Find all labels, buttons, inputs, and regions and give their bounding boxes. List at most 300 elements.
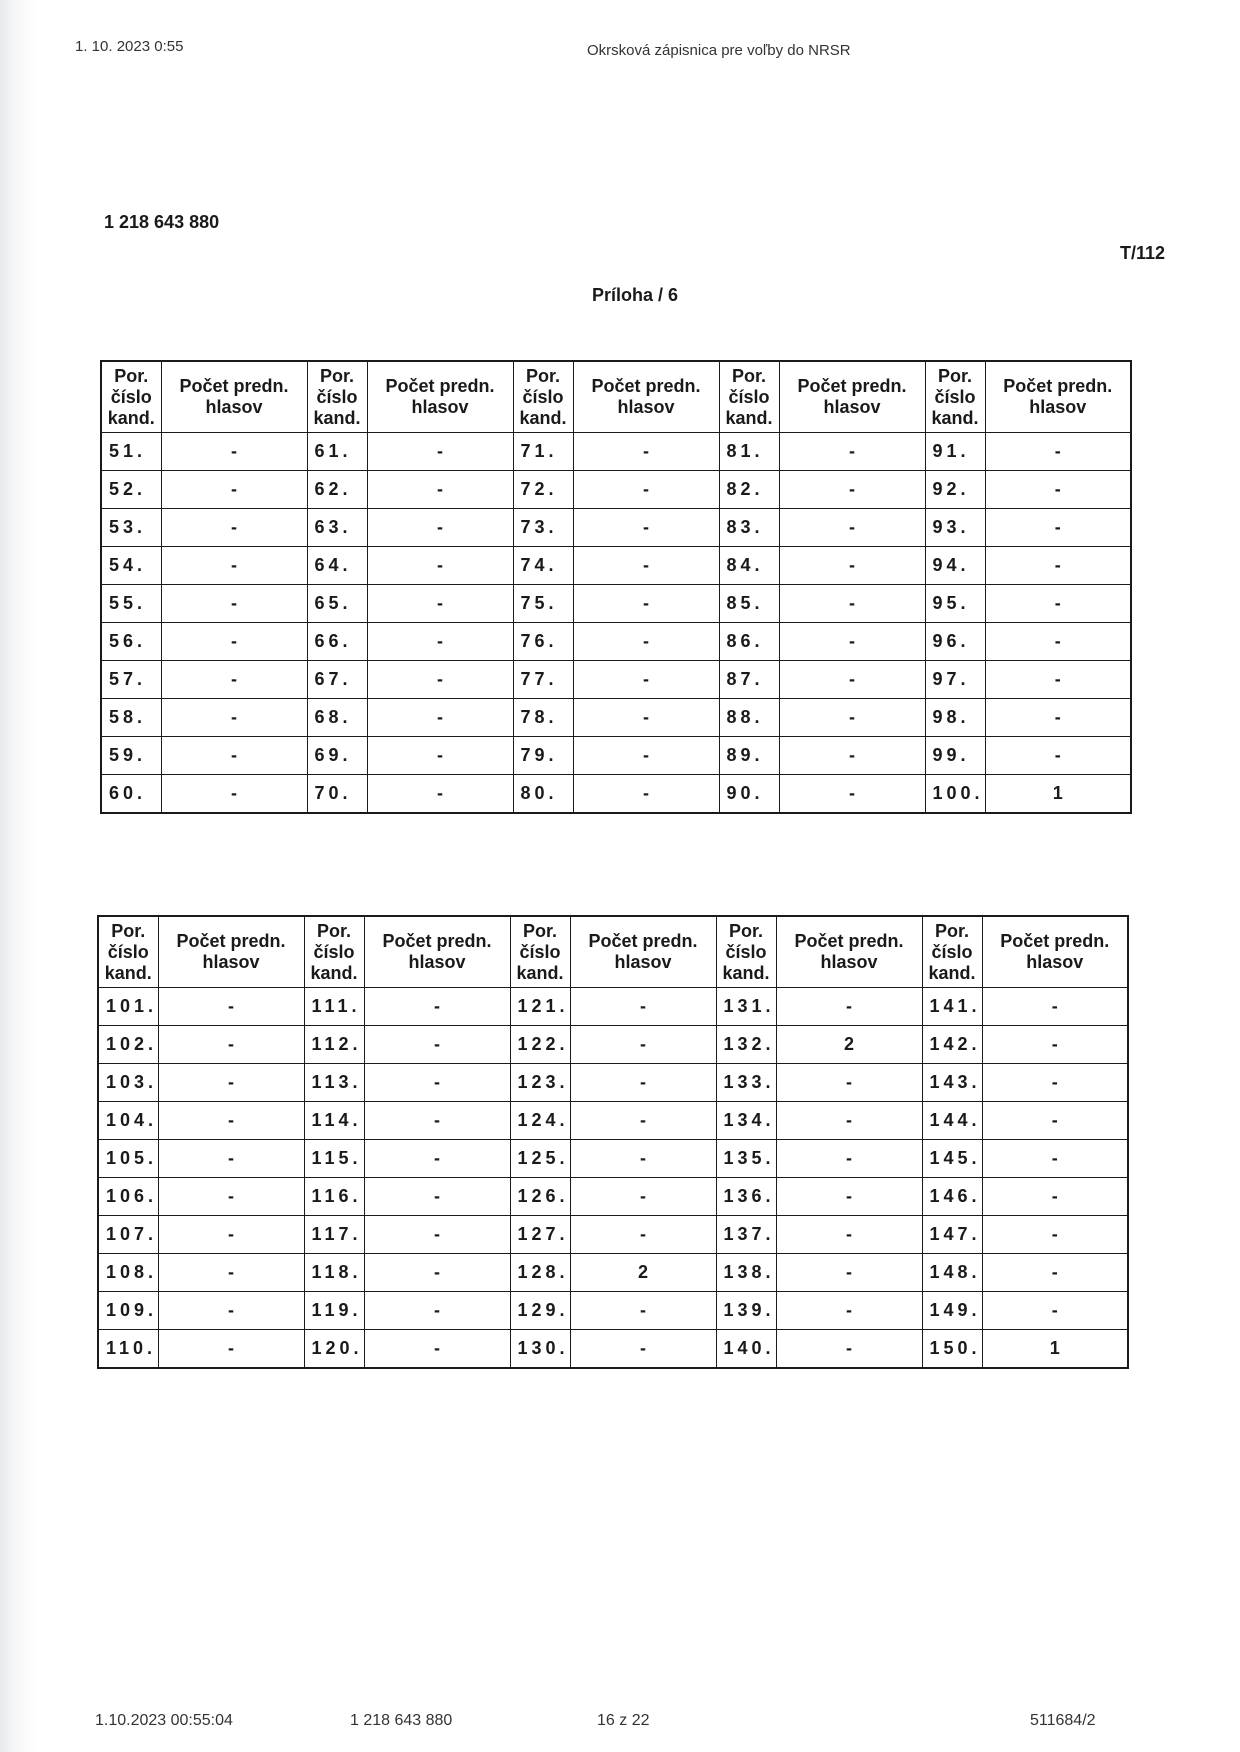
candidate-number-cell: 64. [307,547,367,585]
candidate-number-cell: 107. [98,1216,158,1254]
candidate-number-cell: 124. [510,1102,570,1140]
candidate-number-cell: 61. [307,433,367,471]
header-row [101,361,1131,433]
preferential-votes-cell: - [779,433,925,471]
header-line: Por. [728,920,763,941]
preferential-votes-cell: - [573,699,719,737]
preferential-votes-cell: - [158,988,304,1026]
header-line: číslo [519,941,561,962]
header-preferential-votes [367,361,513,433]
preferential-votes-cell: - [573,737,719,775]
form-code: T/112 [1120,243,1166,263]
candidate-number-cell: 103. [98,1064,158,1102]
candidate-number-cell: 82. [719,471,779,509]
candidate-number-cell: 125. [510,1140,570,1178]
preferential-votes-cell: - [779,547,925,585]
header-line: kand. [931,407,979,428]
table-row [101,699,1131,737]
preferential-votes-cell: - [982,1102,1128,1140]
preferential-votes-cell: 2 [776,1026,922,1064]
table-row [101,661,1131,699]
candidate-number-cell: 94. [925,547,985,585]
preferential-votes-cell: - [161,775,307,814]
candidate-number-cell: 71. [513,433,573,471]
candidate-number-cell: 98. [925,699,985,737]
preferential-votes-cell: - [161,433,307,471]
candidate-number-cell: 60. [101,775,161,814]
preferential-votes-cell: - [573,547,719,585]
preferential-votes-cell: - [570,1292,716,1330]
candidate-number-cell: 88. [719,699,779,737]
header-line: hlasov [205,397,263,417]
preferential-votes-cell: - [982,1216,1128,1254]
preferential-votes-cell: - [367,585,513,623]
header-row [98,916,1128,988]
candidate-number-cell: 84. [719,547,779,585]
candidate-number-cell: 132. [716,1026,776,1064]
header-line: číslo [725,941,767,962]
header-candidate-number [98,916,158,988]
preferential-votes-cell: - [158,1330,304,1369]
table-row [101,433,1131,471]
candidate-number-cell: 56. [101,623,161,661]
candidate-number-cell: 62. [307,471,367,509]
preferential-votes-cell: - [779,471,925,509]
header-preferential-votes [570,916,716,988]
preferential-votes-cell: - [161,585,307,623]
preferential-votes-cell: - [161,623,307,661]
appendix-label: Príloha / 6 [592,285,679,305]
candidate-number-cell: 79. [513,737,573,775]
candidate-number-cell: 93. [925,509,985,547]
preferential-votes-cell: - [158,1254,304,1292]
header-line: kand. [313,407,361,428]
preferential-votes-cell: - [573,433,719,471]
preferential-votes-cell: - [367,433,513,471]
header-line: kand. [516,962,564,983]
candidate-number-cell: 146. [922,1178,982,1216]
header-line: hlasov [411,397,469,417]
print-datetime: 1. 10. 2023 0:55 [75,38,184,55]
candidate-number-cell: 147. [922,1216,982,1254]
table-row [98,1216,1128,1254]
header-line: hlasov [823,397,881,417]
preferential-votes-cell: - [776,1178,922,1216]
preferential-votes-cell: - [985,699,1131,737]
candidate-number-cell: 116. [304,1178,364,1216]
header-line: Počet predn. [1003,376,1113,396]
preferential-votes-cell: - [982,1064,1128,1102]
preferential-votes-cell: - [776,1330,922,1369]
preferential-votes-cell: - [776,1216,922,1254]
candidate-number-cell: 109. [98,1292,158,1330]
header-candidate-number [510,916,570,988]
preferential-votes-cell: - [779,775,925,814]
header-line: Por. [525,365,560,386]
candidate-number-cell: 58. [101,699,161,737]
candidate-number-cell: 129. [510,1292,570,1330]
header-line: číslo [110,386,152,407]
header-line: Por. [731,365,766,386]
header-line: hlasov [408,952,466,972]
header-line: číslo [522,386,564,407]
preferential-votes-cell: - [364,988,510,1026]
table-row [98,1064,1128,1102]
preferential-votes-cell: - [776,1064,922,1102]
preferential-votes-cell: - [985,471,1131,509]
header-preferential-votes [779,361,925,433]
header-line: kand. [107,407,155,428]
header-preferential-votes [985,361,1131,433]
table-row [98,1026,1128,1064]
preferential-votes-cell: - [158,1216,304,1254]
candidate-number-cell: 148. [922,1254,982,1292]
candidate-number-cell: 105. [98,1140,158,1178]
preferential-votes-cell: - [573,661,719,699]
candidate-number-cell: 57. [101,661,161,699]
preferential-votes-cell: - [158,1102,304,1140]
preferential-votes-cell: - [161,547,307,585]
candidate-number-cell: 54. [101,547,161,585]
header-line: Por. [934,920,969,941]
preferential-votes-cell: 2 [570,1254,716,1292]
footer-timestamp: 1.10.2023 00:55:04 [95,1712,233,1729]
preferential-votes-cell: - [367,775,513,814]
header-line: Počet predn. [794,931,904,951]
header-candidate-number [307,361,367,433]
preferential-votes-cell: - [982,1140,1128,1178]
preferential-votes-cell: - [367,661,513,699]
preferential-votes-cell: - [570,1102,716,1140]
header-candidate-number [716,916,776,988]
scan-edge-shadow [0,0,38,1752]
header-line: hlasov [1026,952,1084,972]
table-row [101,471,1131,509]
candidate-number-cell: 111. [304,988,364,1026]
candidate-number-cell: 122. [510,1026,570,1064]
preferential-votes-cell: - [982,988,1128,1026]
table-row [98,1330,1128,1369]
header-preferential-votes [158,916,304,988]
candidate-number-cell: 113. [304,1064,364,1102]
preferential-votes-cell: - [570,1330,716,1369]
candidate-number-cell: 127. [510,1216,570,1254]
preferential-votes-cell: - [573,623,719,661]
preferential-votes-cell: - [364,1292,510,1330]
candidate-number-cell: 106. [98,1178,158,1216]
candidate-number-cell: 119. [304,1292,364,1330]
header-line: kand. [310,962,358,983]
candidate-number-cell: 136. [716,1178,776,1216]
footer-code: 511684/2 [1030,1712,1096,1729]
candidate-number-cell: 69. [307,737,367,775]
candidate-number-cell: 83. [719,509,779,547]
preferential-votes-cell: - [364,1064,510,1102]
preferential-votes-cell: - [367,737,513,775]
candidate-number-cell: 134. [716,1102,776,1140]
header-line: hlasov [1029,397,1087,417]
header-line: Počet predn. [591,376,701,396]
preferential-votes-cell: - [570,988,716,1026]
header-line: kand. [519,407,567,428]
candidate-number-cell: 72. [513,471,573,509]
header-line: hlasov [820,952,878,972]
preferential-votes-cell: - [985,509,1131,547]
candidate-number-cell: 145. [922,1140,982,1178]
header-candidate-number [304,916,364,988]
candidate-number-cell: 115. [304,1140,364,1178]
preferential-votes-cell: - [985,661,1131,699]
table-row [101,775,1131,814]
candidate-number-cell: 67. [307,661,367,699]
preferential-votes-cell: - [982,1178,1128,1216]
preferential-votes-cell: - [570,1026,716,1064]
header-line: Por. [111,920,146,941]
preferential-votes-cell: - [570,1216,716,1254]
table-row [98,1292,1128,1330]
preferential-votes-cell: - [982,1026,1128,1064]
candidate-number-cell: 89. [719,737,779,775]
candidate-number-cell: 92. [925,471,985,509]
preferential-votes-cell: - [573,585,719,623]
preferential-votes-cell: - [776,1102,922,1140]
candidate-number-cell: 135. [716,1140,776,1178]
candidate-number-cell: 112. [304,1026,364,1064]
header-line: Por. [316,920,351,941]
header-line: Počet predn. [1000,931,1110,951]
preferential-votes-cell: - [364,1102,510,1140]
header-line: číslo [728,386,770,407]
footer-document-id: 1 218 643 880 [350,1712,453,1729]
candidate-number-cell: 133. [716,1064,776,1102]
candidate-number-cell: 99. [925,737,985,775]
candidate-number-cell: 73. [513,509,573,547]
preferential-votes-cell: - [367,623,513,661]
table-row [98,988,1128,1026]
header-line: Počet predn. [382,931,492,951]
candidate-number-cell: 143. [922,1064,982,1102]
preferential-votes-cell: - [573,509,719,547]
table-row [98,1254,1128,1292]
preferential-votes-cell: - [985,585,1131,623]
preferential-votes-cell: - [158,1292,304,1330]
document-title: Okrsková zápisnica pre voľby do NRSR [587,42,851,59]
preferential-votes-cell: - [982,1254,1128,1292]
preferential-votes-cell: - [776,1140,922,1178]
preferential-votes-cell: - [364,1330,510,1369]
candidate-number-cell: 118. [304,1254,364,1292]
candidate-number-cell: 59. [101,737,161,775]
preferential-votes-cell: - [779,661,925,699]
candidate-number-cell: 123. [510,1064,570,1102]
candidate-number-cell: 128. [510,1254,570,1292]
preferential-votes-cell: - [985,547,1131,585]
header-line: kand. [725,407,773,428]
header-line: kand. [104,962,152,983]
candidate-number-cell: 96. [925,623,985,661]
preferential-votes-cell: - [364,1026,510,1064]
header-line: číslo [934,386,976,407]
header-candidate-number [513,361,573,433]
preferential-votes-cell: - [982,1292,1128,1330]
header-line: Počet predn. [176,931,286,951]
preferential-votes-cell: - [158,1064,304,1102]
preferential-votes-cell: - [161,509,307,547]
candidate-number-cell: 66. [307,623,367,661]
header-candidate-number [719,361,779,433]
preferential-votes-cell: - [364,1178,510,1216]
preferential-votes-cell: 1 [985,775,1131,814]
candidate-number-cell: 101. [98,988,158,1026]
candidate-number-cell: 114. [304,1102,364,1140]
candidate-number-cell: 51. [101,433,161,471]
candidate-number-cell: 85. [719,585,779,623]
candidate-number-cell: 68. [307,699,367,737]
header-line: Por. [319,365,354,386]
header-preferential-votes [364,916,510,988]
header-candidate-number [922,916,982,988]
preferential-votes-cell: - [985,623,1131,661]
candidate-number-cell: 117. [304,1216,364,1254]
preferential-votes-cell: - [158,1140,304,1178]
preferential-votes-cell: - [573,471,719,509]
candidate-number-cell: 104. [98,1102,158,1140]
header-line: Počet predn. [588,931,698,951]
candidate-number-cell: 55. [101,585,161,623]
candidate-number-cell: 91. [925,433,985,471]
candidate-number-cell: 77. [513,661,573,699]
preferential-votes-cell: - [161,737,307,775]
preferential-votes-cell: - [779,623,925,661]
candidate-number-cell: 110. [98,1330,158,1369]
candidate-number-cell: 108. [98,1254,158,1292]
header-line: Počet predn. [797,376,907,396]
header-line: Por. [114,365,149,386]
candidate-number-cell: 102. [98,1026,158,1064]
header-line: kand. [722,962,770,983]
header-line: Počet predn. [385,376,495,396]
candidate-number-cell: 120. [304,1330,364,1369]
preferential-votes-cell: - [367,547,513,585]
preferential-votes-cell: - [158,1178,304,1216]
candidate-number-cell: 52. [101,471,161,509]
candidate-number-cell: 95. [925,585,985,623]
header-line: hlasov [617,397,675,417]
preferential-votes-cell: - [779,737,925,775]
preferential-votes-cell: - [779,699,925,737]
candidate-number-cell: 87. [719,661,779,699]
candidate-number-cell: 126. [510,1178,570,1216]
table-row [101,509,1131,547]
preferential-votes-cell: - [161,699,307,737]
candidate-number-cell: 90. [719,775,779,814]
candidate-number-cell: 97. [925,661,985,699]
preferential-votes-cell: - [776,1254,922,1292]
header-line: Por. [937,365,972,386]
candidate-number-cell: 144. [922,1102,982,1140]
preferential-votes-table [100,360,1132,814]
candidate-number-cell: 65. [307,585,367,623]
header-line: číslo [316,386,358,407]
candidate-number-cell: 78. [513,699,573,737]
header-line: Por. [522,920,557,941]
candidate-number-cell: 80. [513,775,573,814]
candidate-number-cell: 138. [716,1254,776,1292]
preferential-votes-cell: 1 [982,1330,1128,1369]
preferential-votes-cell: - [779,585,925,623]
preferential-votes-cell: - [161,661,307,699]
candidate-number-cell: 70. [307,775,367,814]
candidate-number-cell: 139. [716,1292,776,1330]
candidate-number-cell: 121. [510,988,570,1026]
preferential-votes-cell: - [367,509,513,547]
table-row [101,623,1131,661]
preferential-votes-cell: - [573,775,719,814]
header-line: hlasov [202,952,260,972]
header-candidate-number [925,361,985,433]
candidate-number-cell: 137. [716,1216,776,1254]
candidate-number-cell: 63. [307,509,367,547]
preferential-votes-cell: - [364,1140,510,1178]
candidate-number-cell: 74. [513,547,573,585]
header-candidate-number [101,361,161,433]
table-row [101,737,1131,775]
table-row [101,585,1131,623]
preferential-votes-cell: - [158,1026,304,1064]
preferential-votes-table [97,915,1129,1369]
candidate-number-cell: 142. [922,1026,982,1064]
header-line: číslo [107,941,149,962]
preferential-votes-cell: - [364,1254,510,1292]
document-id: 1 218 643 880 [104,212,220,232]
candidate-number-cell: 53. [101,509,161,547]
header-line: kand. [928,962,976,983]
preferential-votes-cell: - [364,1216,510,1254]
candidate-number-cell: 76. [513,623,573,661]
candidate-number-cell: 81. [719,433,779,471]
preferential-votes-cell: - [161,471,307,509]
preferential-votes-cell: - [985,737,1131,775]
candidate-number-cell: 149. [922,1292,982,1330]
preferential-votes-cell: - [367,699,513,737]
preferential-votes-cell: - [367,471,513,509]
preferential-votes-cell: - [985,433,1131,471]
preferential-votes-cell: - [776,1292,922,1330]
candidate-number-cell: 100. [925,775,985,814]
header-preferential-votes [982,916,1128,988]
header-line: číslo [931,941,973,962]
candidate-number-cell: 131. [716,988,776,1026]
header-line: hlasov [614,952,672,972]
candidate-number-cell: 140. [716,1330,776,1369]
preferential-votes-cell: - [570,1178,716,1216]
footer-page-info: 16 z 22 [597,1712,650,1729]
preferential-votes-cell: - [779,509,925,547]
candidate-number-cell: 75. [513,585,573,623]
candidate-number-cell: 86. [719,623,779,661]
header-preferential-votes [776,916,922,988]
header-preferential-votes [161,361,307,433]
header-preferential-votes [573,361,719,433]
candidate-number-cell: 150. [922,1330,982,1369]
table-row [98,1178,1128,1216]
preferential-votes-cell: - [776,988,922,1026]
candidate-number-cell: 141. [922,988,982,1026]
table-row [98,1140,1128,1178]
header-line: Počet predn. [179,376,289,396]
table-row [101,547,1131,585]
table-row [98,1102,1128,1140]
